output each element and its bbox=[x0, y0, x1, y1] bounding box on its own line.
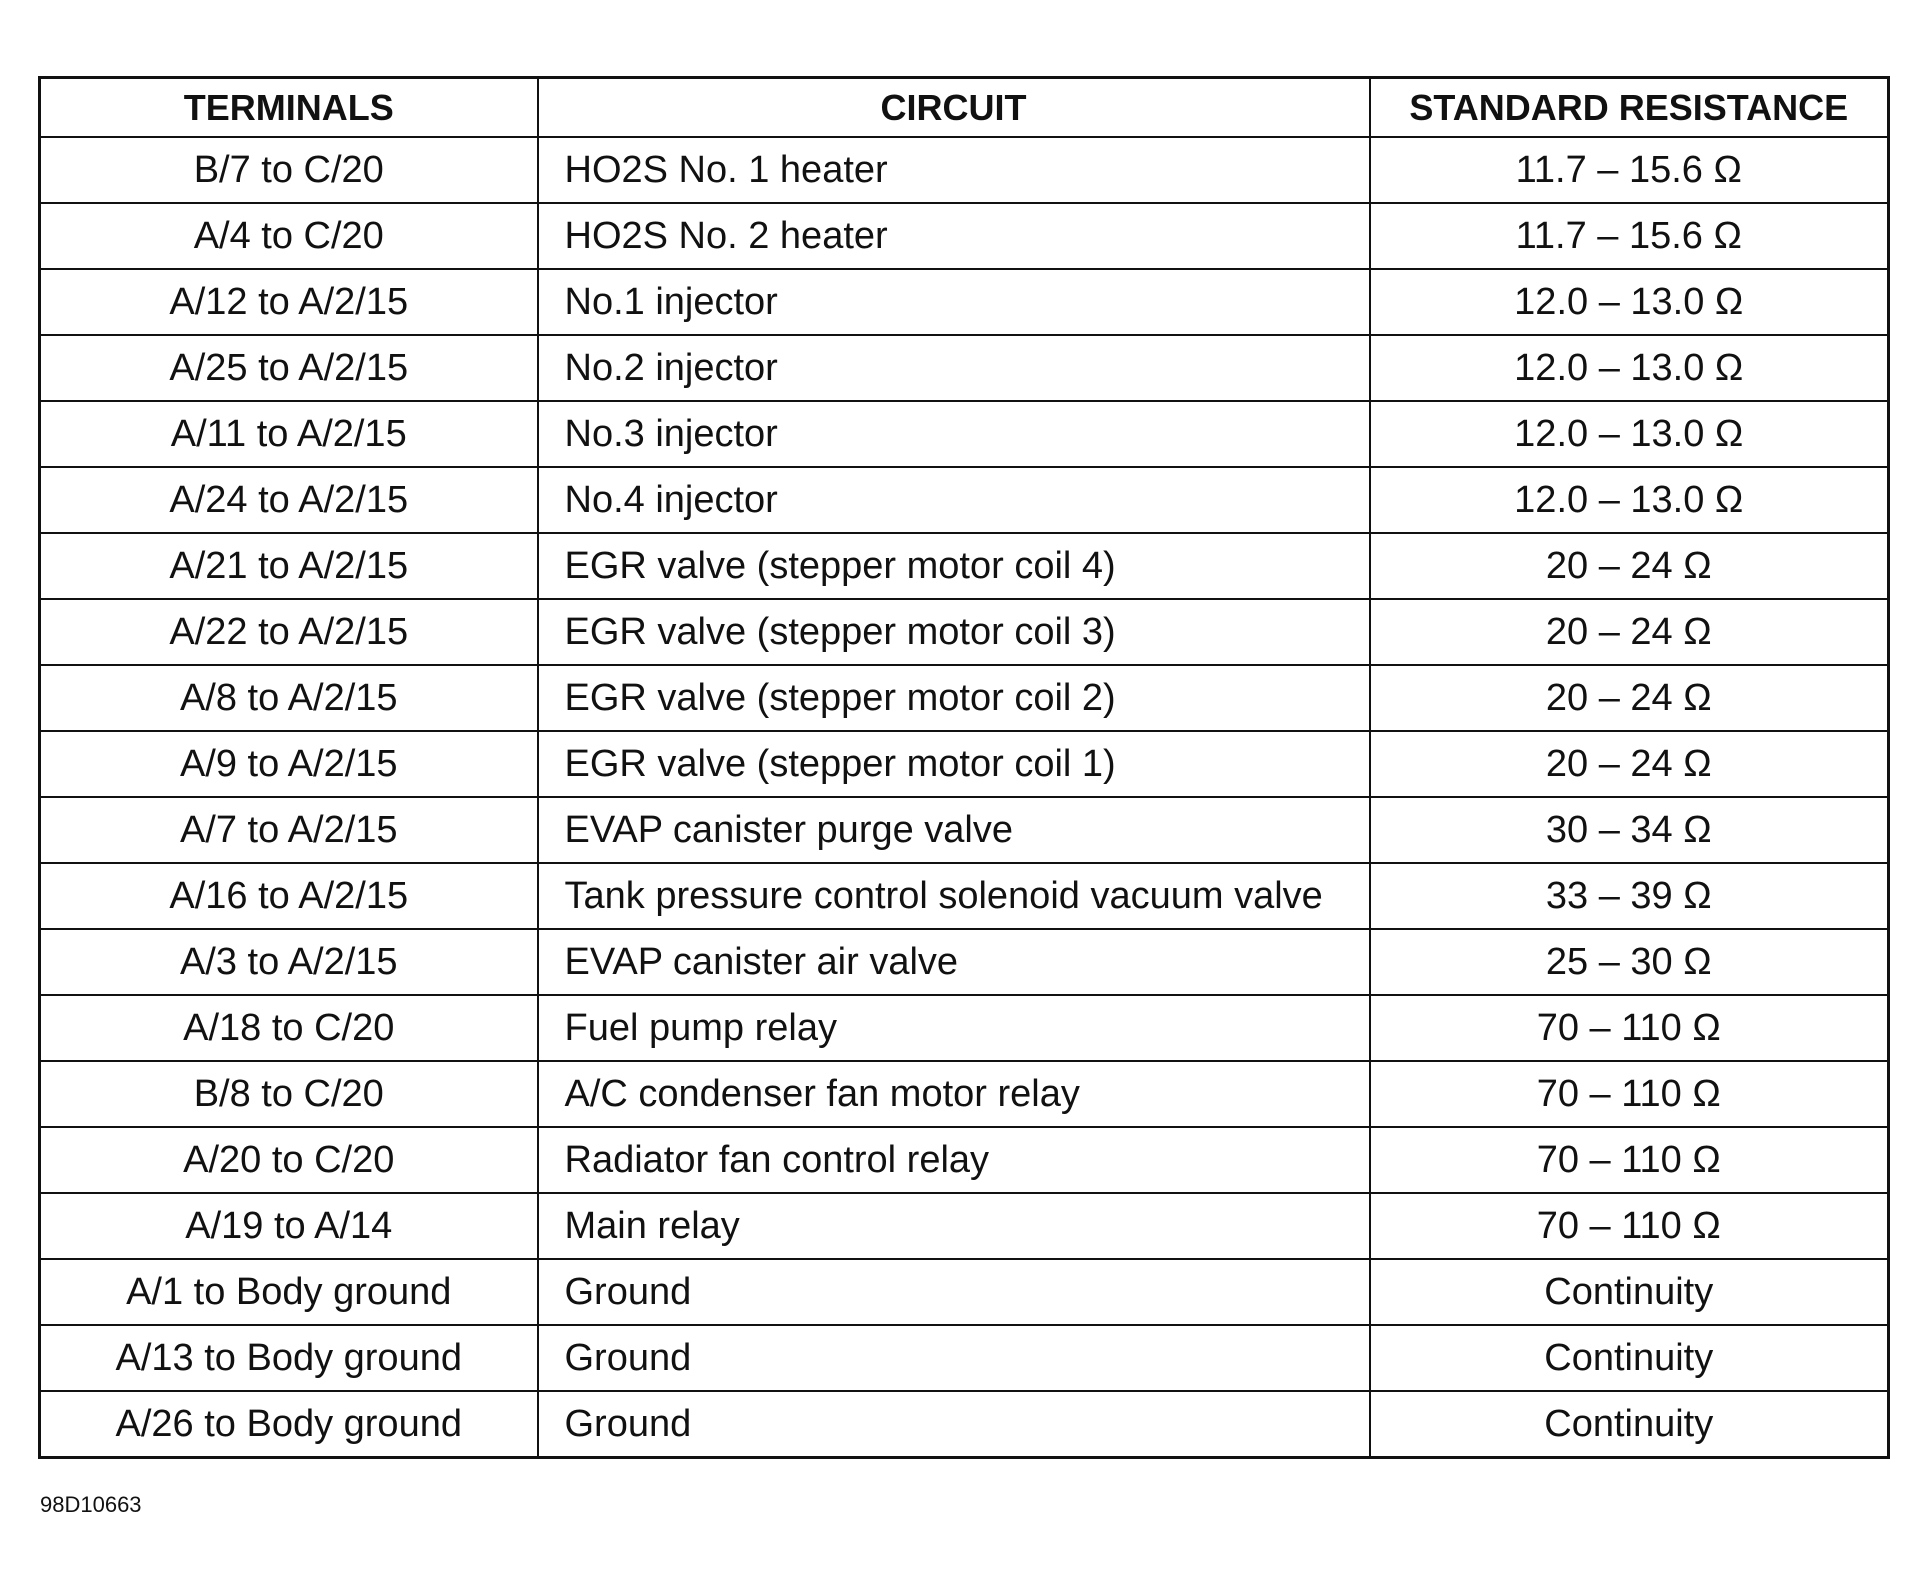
terminals-cell: A/21 to A/2/15 bbox=[40, 533, 538, 599]
table-row bbox=[40, 929, 1889, 995]
table-row bbox=[40, 863, 1889, 929]
terminals-cell: A/7 to A/2/15 bbox=[40, 797, 538, 863]
circuit-cell: Tank pressure control solenoid vacuum valve bbox=[538, 863, 1370, 929]
resistance-cell: Continuity bbox=[1370, 1391, 1889, 1458]
table-row bbox=[40, 599, 1889, 665]
table-row bbox=[40, 665, 1889, 731]
table-row bbox=[40, 1259, 1889, 1325]
resistance-cell: 33 – 39 Ω bbox=[1370, 863, 1889, 929]
terminals-cell: A/8 to A/2/15 bbox=[40, 665, 538, 731]
resistance-cell: 70 – 110 Ω bbox=[1370, 1193, 1889, 1259]
circuit-cell: EVAP canister purge valve bbox=[538, 797, 1370, 863]
circuit-cell: A/C condenser fan motor relay bbox=[538, 1061, 1370, 1127]
circuit-cell: Ground bbox=[538, 1259, 1370, 1325]
table-row bbox=[40, 1127, 1889, 1193]
header-terminals: TERMINALS bbox=[40, 78, 538, 138]
table-row bbox=[40, 1061, 1889, 1127]
table-row bbox=[40, 335, 1889, 401]
resistance-spec-table bbox=[38, 76, 1890, 1459]
terminals-cell: B/8 to C/20 bbox=[40, 1061, 538, 1127]
circuit-cell: No.1 injector bbox=[538, 269, 1370, 335]
terminals-cell: A/16 to A/2/15 bbox=[40, 863, 538, 929]
terminals-cell: A/20 to C/20 bbox=[40, 1127, 538, 1193]
terminals-cell: A/1 to Body ground bbox=[40, 1259, 538, 1325]
terminals-cell: A/26 to Body ground bbox=[40, 1391, 538, 1458]
table-row bbox=[40, 1391, 1889, 1458]
table-row bbox=[40, 401, 1889, 467]
table-row bbox=[40, 1193, 1889, 1259]
circuit-cell: No.2 injector bbox=[538, 335, 1370, 401]
terminals-cell: A/13 to Body ground bbox=[40, 1325, 538, 1391]
circuit-cell: Ground bbox=[538, 1325, 1370, 1391]
terminals-cell: A/12 to A/2/15 bbox=[40, 269, 538, 335]
header-row bbox=[40, 78, 1889, 138]
resistance-cell: 12.0 – 13.0 Ω bbox=[1370, 335, 1889, 401]
circuit-cell: No.4 injector bbox=[538, 467, 1370, 533]
terminals-cell: A/18 to C/20 bbox=[40, 995, 538, 1061]
resistance-cell: 20 – 24 Ω bbox=[1370, 731, 1889, 797]
terminals-cell: A/9 to A/2/15 bbox=[40, 731, 538, 797]
table-body bbox=[40, 137, 1889, 1458]
resistance-cell: 70 – 110 Ω bbox=[1370, 995, 1889, 1061]
terminals-cell: B/7 to C/20 bbox=[40, 137, 538, 203]
terminals-cell: A/3 to A/2/15 bbox=[40, 929, 538, 995]
table-row bbox=[40, 467, 1889, 533]
circuit-cell: EGR valve (stepper motor coil 4) bbox=[538, 533, 1370, 599]
resistance-cell: 11.7 – 15.6 Ω bbox=[1370, 137, 1889, 203]
terminals-cell: A/25 to A/2/15 bbox=[40, 335, 538, 401]
header-circuit: CIRCUIT bbox=[538, 78, 1370, 138]
resistance-cell: 30 – 34 Ω bbox=[1370, 797, 1889, 863]
resistance-cell: 12.0 – 13.0 Ω bbox=[1370, 467, 1889, 533]
circuit-cell: Fuel pump relay bbox=[538, 995, 1370, 1061]
circuit-cell: HO2S No. 2 heater bbox=[538, 203, 1370, 269]
circuit-cell: EGR valve (stepper motor coil 2) bbox=[538, 665, 1370, 731]
circuit-cell: HO2S No. 1 heater bbox=[538, 137, 1370, 203]
terminals-cell: A/11 to A/2/15 bbox=[40, 401, 538, 467]
resistance-cell: 70 – 110 Ω bbox=[1370, 1061, 1889, 1127]
resistance-cell: Continuity bbox=[1370, 1325, 1889, 1391]
circuit-cell: EVAP canister air valve bbox=[538, 929, 1370, 995]
table-header bbox=[40, 78, 1889, 138]
resistance-cell: 20 – 24 Ω bbox=[1370, 665, 1889, 731]
terminals-cell: A/19 to A/14 bbox=[40, 1193, 538, 1259]
table-row bbox=[40, 269, 1889, 335]
resistance-cell: 20 – 24 Ω bbox=[1370, 599, 1889, 665]
table-row bbox=[40, 797, 1889, 863]
table-row bbox=[40, 731, 1889, 797]
resistance-cell: 12.0 – 13.0 Ω bbox=[1370, 401, 1889, 467]
figure-code: 98D10663 bbox=[40, 1492, 142, 1517]
circuit-cell: No.3 injector bbox=[538, 401, 1370, 467]
circuit-cell: Radiator fan control relay bbox=[538, 1127, 1370, 1193]
table-row bbox=[40, 533, 1889, 599]
resistance-cell: 25 – 30 Ω bbox=[1370, 929, 1889, 995]
circuit-cell: Ground bbox=[538, 1391, 1370, 1458]
resistance-cell: Continuity bbox=[1370, 1259, 1889, 1325]
circuit-cell: EGR valve (stepper motor coil 3) bbox=[538, 599, 1370, 665]
resistance-cell: 12.0 – 13.0 Ω bbox=[1370, 269, 1889, 335]
terminals-cell: A/4 to C/20 bbox=[40, 203, 538, 269]
terminals-cell: A/22 to A/2/15 bbox=[40, 599, 538, 665]
circuit-cell: EGR valve (stepper motor coil 1) bbox=[538, 731, 1370, 797]
header-standard-resistance: STANDARD RESISTANCE bbox=[1370, 78, 1889, 138]
table-row bbox=[40, 203, 1889, 269]
table-row bbox=[40, 995, 1889, 1061]
terminals-cell: A/24 to A/2/15 bbox=[40, 467, 538, 533]
resistance-cell: 70 – 110 Ω bbox=[1370, 1127, 1889, 1193]
resistance-cell: 11.7 – 15.6 Ω bbox=[1370, 203, 1889, 269]
circuit-cell: Main relay bbox=[538, 1193, 1370, 1259]
resistance-cell: 20 – 24 Ω bbox=[1370, 533, 1889, 599]
table-row bbox=[40, 137, 1889, 203]
table-row bbox=[40, 1325, 1889, 1391]
